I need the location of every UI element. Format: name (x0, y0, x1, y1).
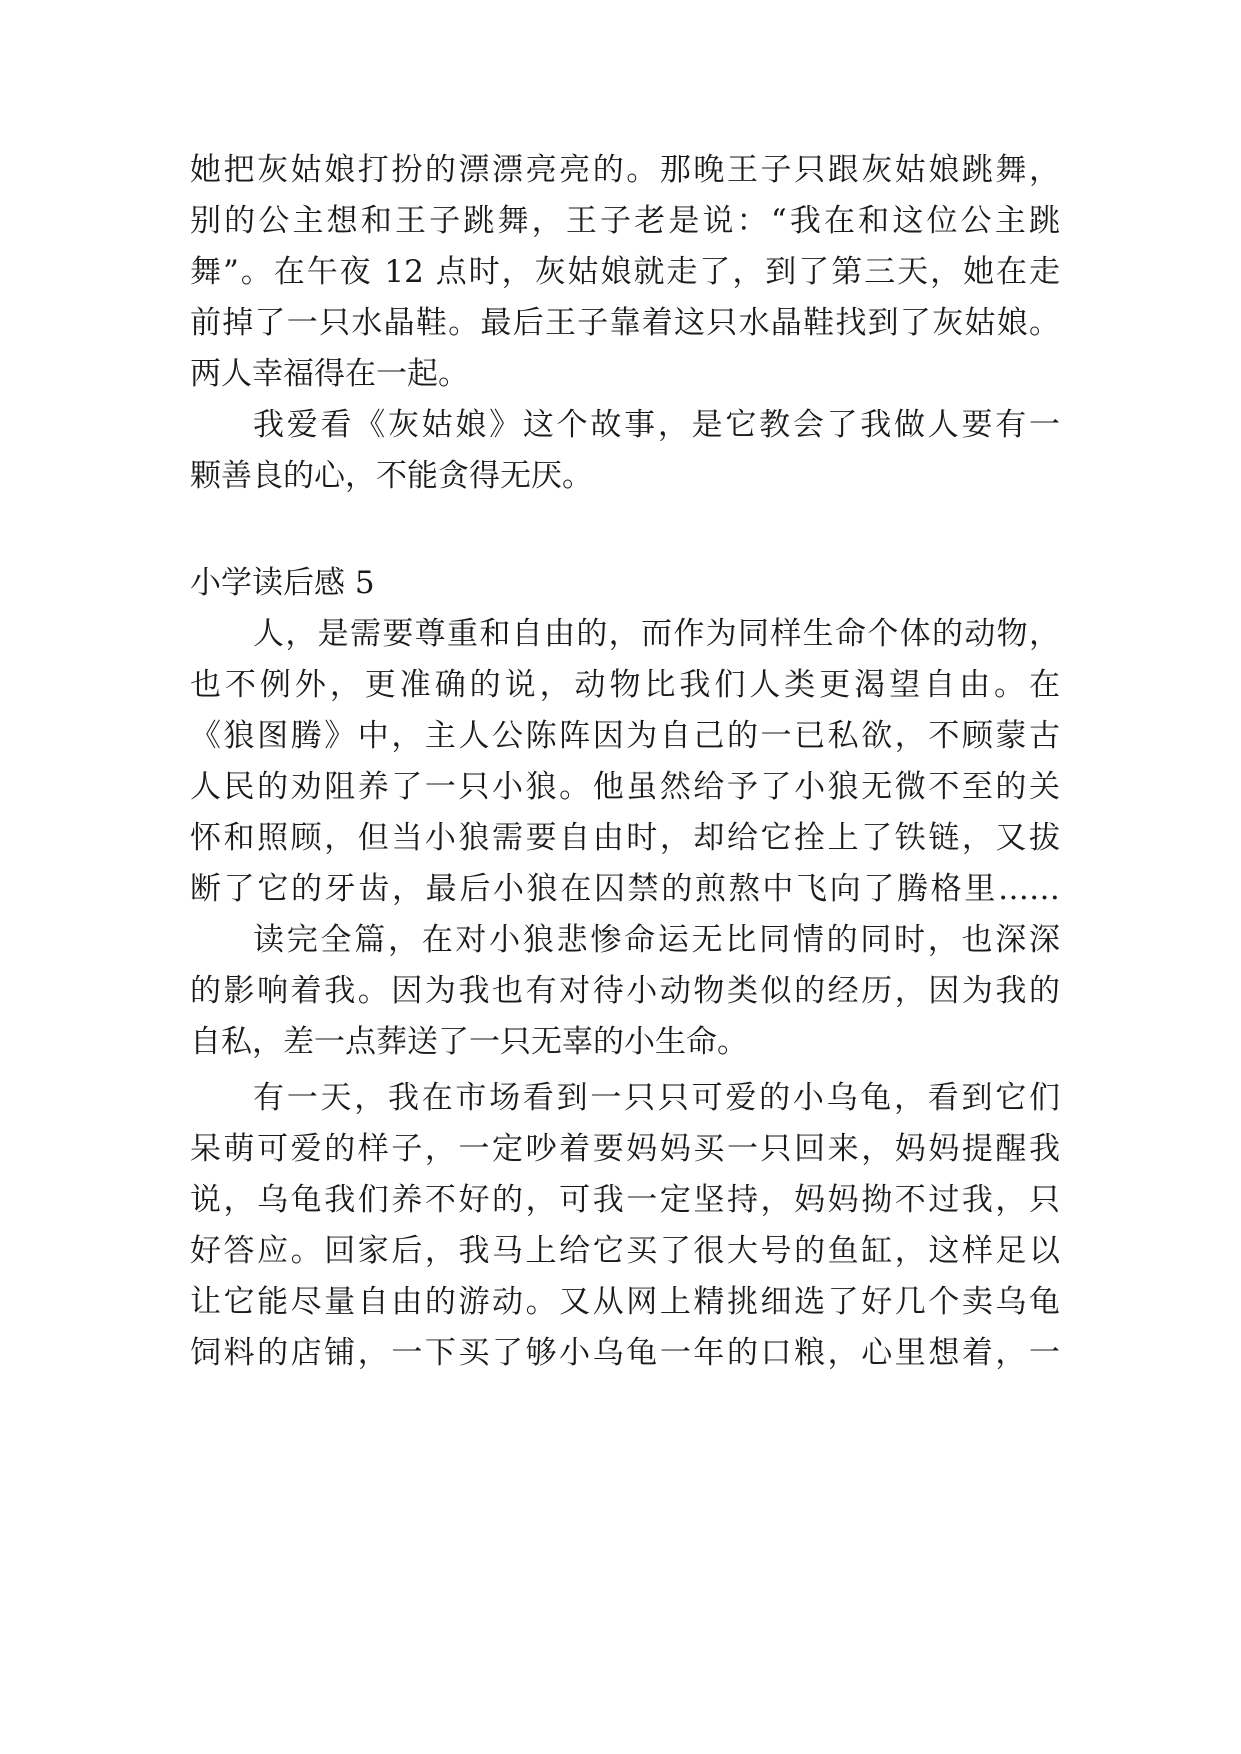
text-line: 两人幸福得在一起。 (190, 356, 469, 392)
text-line: 饲料的店铺，一下买了够小乌龟一年的口粮，心里想着，一 (190, 1335, 1060, 1371)
text-line: 别的公主想和王子跳舞，王子老是说：“我在和这位公主跳 (190, 203, 1060, 239)
text-line: 《狼图腾》中，主人公陈阵因为自己的一已私欲，不顾蒙古 (190, 718, 1060, 754)
text-line: 呆萌可爱的样子，一定吵着要妈妈买一只回来，妈妈提醒我 (190, 1131, 1060, 1167)
text-line: 的影响着我。因为我也有对待小动物类似的经历，因为我的 (190, 973, 1060, 1009)
text-line: 自私，差一点葬送了一只无辜的小生命。 (190, 1024, 748, 1060)
text-line: 有一天，我在市场看到一只只可爱的小乌龟，看到它们 (253, 1080, 1060, 1116)
text-line: 前掉了一只水晶鞋。最后王子靠着这只水晶鞋找到了灰姑娘。 (190, 305, 1060, 341)
text-line: 读完全篇，在对小狼悲惨命运无比同情的同时，也深深 (253, 922, 1060, 958)
text-line: 好答应。回家后，我马上给它买了很大号的鱼缸，这样足以 (190, 1233, 1060, 1269)
text-line: 说，乌龟我们养不好的，可我一定坚持，妈妈拗不过我，只 (190, 1182, 1060, 1218)
text-line: 断了它的牙齿，最后小狼在囚禁的煎熬中飞向了腾格里…… (190, 871, 1060, 907)
text-line: 让它能尽量自由的游动。又从网上精挑细选了好几个卖乌龟 (190, 1284, 1060, 1320)
text-line: 颗善良的心，不能贪得无厌。 (190, 458, 593, 494)
text-line: 人，是需要尊重和自由的，而作为同样生命个体的动物， (253, 616, 1060, 652)
text-line: 也不例外，更准确的说，动物比我们人类更渴望自由。在 (190, 667, 1060, 703)
section-title: 小学读后感 5 (190, 565, 375, 601)
text-line: 人民的劝阻养了一只小狼。他虽然给予了小狼无微不至的关 (190, 769, 1060, 805)
text-line: 舞”。在午夜 12 点时，灰姑娘就走了，到了第三天，她在走 (190, 254, 1060, 290)
text-line: 怀和照顾，但当小狼需要自由时，却给它拴上了铁链，又拔 (190, 820, 1060, 856)
text-line: 我爱看《灰姑娘》这个故事，是它教会了我做人要有一 (253, 407, 1060, 443)
text-line: 她把灰姑娘打扮的漂漂亮亮的。那晚王子只跟灰姑娘跳舞， (190, 152, 1060, 188)
